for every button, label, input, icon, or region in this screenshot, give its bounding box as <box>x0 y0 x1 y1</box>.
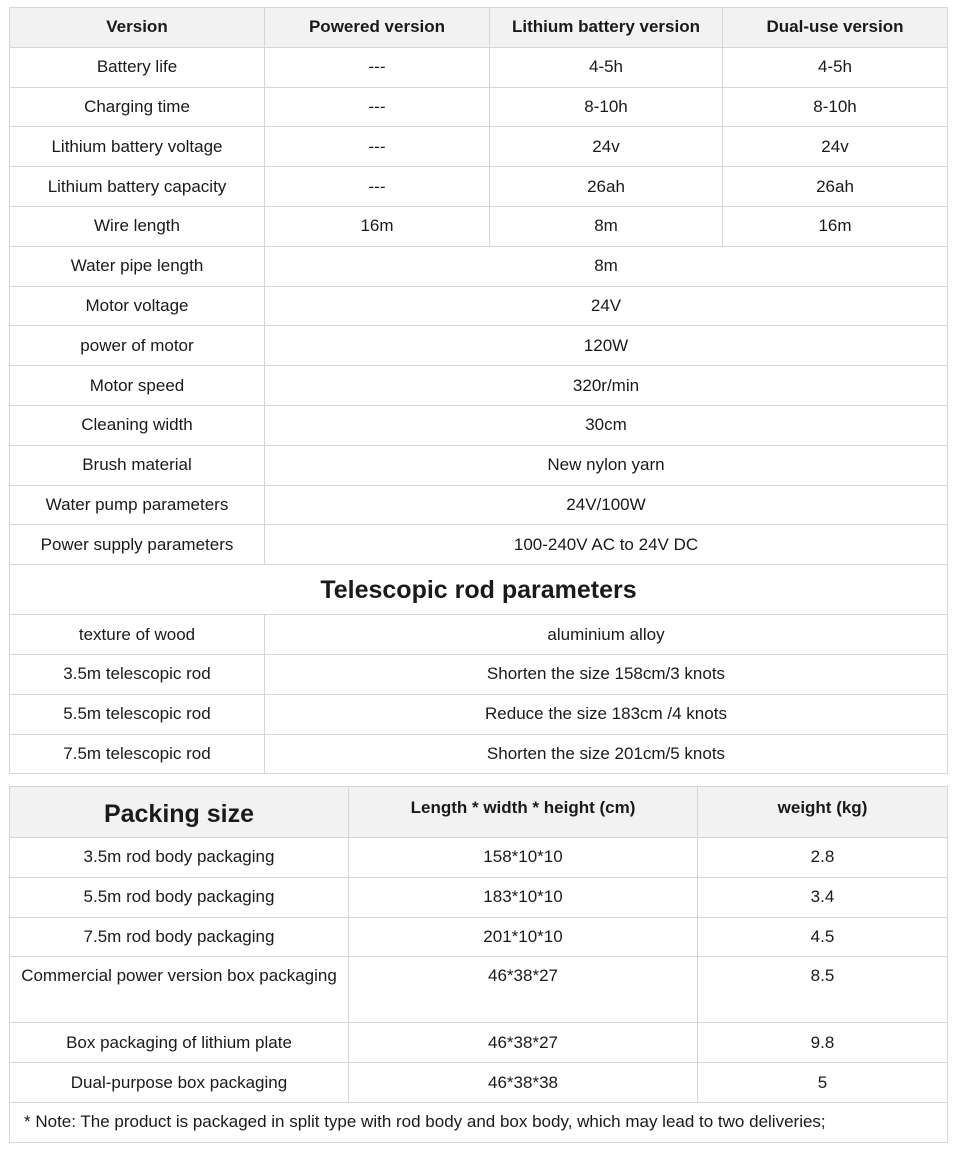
header-dimensions: Length * width * height (cm) <box>349 787 698 838</box>
size-value: 201*10*10 <box>349 917 698 957</box>
table-row <box>10 917 948 957</box>
row-label: Charging time <box>10 87 265 127</box>
table-row <box>10 286 948 326</box>
table-row <box>10 246 948 286</box>
table-row <box>10 1063 948 1103</box>
table-row <box>10 525 948 565</box>
powered-value: --- <box>265 127 490 167</box>
row-label: texture of wood <box>10 615 265 655</box>
table-row <box>10 366 948 406</box>
header-weight: weight (kg) <box>698 787 948 838</box>
weight-value: 8.5 <box>698 957 948 1023</box>
header-lithium-battery-version: Lithium battery version <box>490 8 723 48</box>
rod-value: Shorten the size 201cm/5 knots <box>265 734 948 774</box>
row-label: Dual-purpose box packaging <box>10 1063 349 1103</box>
header-version: Version <box>10 8 265 48</box>
row-label: Motor voltage <box>10 286 265 326</box>
row-label: 5.5m rod body packaging <box>10 877 349 917</box>
packing-table <box>9 786 948 1143</box>
table-row <box>10 405 948 445</box>
row-label: Power supply parameters <box>10 525 265 565</box>
row-label: Battery life <box>10 47 265 87</box>
shared-value: 30cm <box>265 405 948 445</box>
row-label: Water pump parameters <box>10 485 265 525</box>
row-label: Brush material <box>10 445 265 485</box>
powered-value: --- <box>265 87 490 127</box>
table-row <box>10 877 948 917</box>
row-label: 7.5m rod body packaging <box>10 917 349 957</box>
weight-value: 2.8 <box>698 838 948 878</box>
rod-value: Shorten the size 158cm/3 knots <box>265 654 948 694</box>
lithium-value: 26ah <box>490 167 723 207</box>
table-row <box>10 838 948 878</box>
table-row <box>10 47 948 87</box>
packaging-note: * Note: The product is packaged in split type with rod body and box body, which may lead to two deliveries; <box>10 1102 948 1142</box>
size-value: 46*38*27 <box>349 957 698 1023</box>
packing-title: Packing size <box>10 787 349 838</box>
lithium-value: 24v <box>490 127 723 167</box>
note-row <box>10 1102 948 1142</box>
table-row <box>10 87 948 127</box>
header-dual-use-version: Dual-use version <box>723 8 948 48</box>
lithium-value: 4-5h <box>490 47 723 87</box>
row-label: 5.5m telescopic rod <box>10 694 265 734</box>
shared-value: 8m <box>265 246 948 286</box>
row-label: Water pipe length <box>10 246 265 286</box>
table-row <box>10 694 948 734</box>
row-label: Lithium battery voltage <box>10 127 265 167</box>
shared-value: 100-240V AC to 24V DC <box>265 525 948 565</box>
packing-header-row <box>10 787 948 838</box>
shared-value: 24V <box>265 286 948 326</box>
row-label: Wire length <box>10 206 265 246</box>
row-label: 7.5m telescopic rod <box>10 734 265 774</box>
dual-use-value: 16m <box>723 206 948 246</box>
row-label: Cleaning width <box>10 405 265 445</box>
dual-use-value: 4-5h <box>723 47 948 87</box>
dual-use-value: 26ah <box>723 167 948 207</box>
powered-value: --- <box>265 47 490 87</box>
table-row <box>10 485 948 525</box>
table-row <box>10 654 948 694</box>
weight-value: 5 <box>698 1063 948 1103</box>
weight-value: 4.5 <box>698 917 948 957</box>
section-row <box>10 565 948 615</box>
row-label: 3.5m rod body packaging <box>10 838 349 878</box>
weight-value: 9.8 <box>698 1023 948 1063</box>
shared-value: New nylon yarn <box>265 445 948 485</box>
table-row <box>10 734 948 774</box>
row-label: 3.5m telescopic rod <box>10 654 265 694</box>
row-label: Motor speed <box>10 366 265 406</box>
header-powered-version: Powered version <box>265 8 490 48</box>
row-label: Box packaging of lithium plate <box>10 1023 349 1063</box>
shared-value: 24V/100W <box>265 485 948 525</box>
table-row <box>10 445 948 485</box>
size-value: 158*10*10 <box>349 838 698 878</box>
rod-value: Reduce the size 183cm /4 knots <box>265 694 948 734</box>
weight-value: 3.4 <box>698 877 948 917</box>
size-value: 46*38*27 <box>349 1023 698 1063</box>
table-row <box>10 615 948 655</box>
table-row <box>10 957 948 1023</box>
table-row <box>10 127 948 167</box>
spec-table <box>9 7 948 774</box>
lithium-value: 8m <box>490 206 723 246</box>
shared-value: 120W <box>265 326 948 366</box>
spec-header-row <box>10 8 948 48</box>
row-label: Commercial power version box packaging <box>10 957 349 1023</box>
rod-section-title: Telescopic rod parameters <box>10 565 948 615</box>
row-label: power of motor <box>10 326 265 366</box>
powered-value: --- <box>265 167 490 207</box>
powered-value: 16m <box>265 206 490 246</box>
lithium-value: 8-10h <box>490 87 723 127</box>
dual-use-value: 8-10h <box>723 87 948 127</box>
shared-value: 320r/min <box>265 366 948 406</box>
size-value: 46*38*38 <box>349 1063 698 1103</box>
rod-value: aluminium alloy <box>265 615 948 655</box>
table-row <box>10 167 948 207</box>
size-value: 183*10*10 <box>349 877 698 917</box>
dual-use-value: 24v <box>723 127 948 167</box>
row-label: Lithium battery capacity <box>10 167 265 207</box>
table-row <box>10 326 948 366</box>
table-row <box>10 1023 948 1063</box>
table-row <box>10 206 948 246</box>
